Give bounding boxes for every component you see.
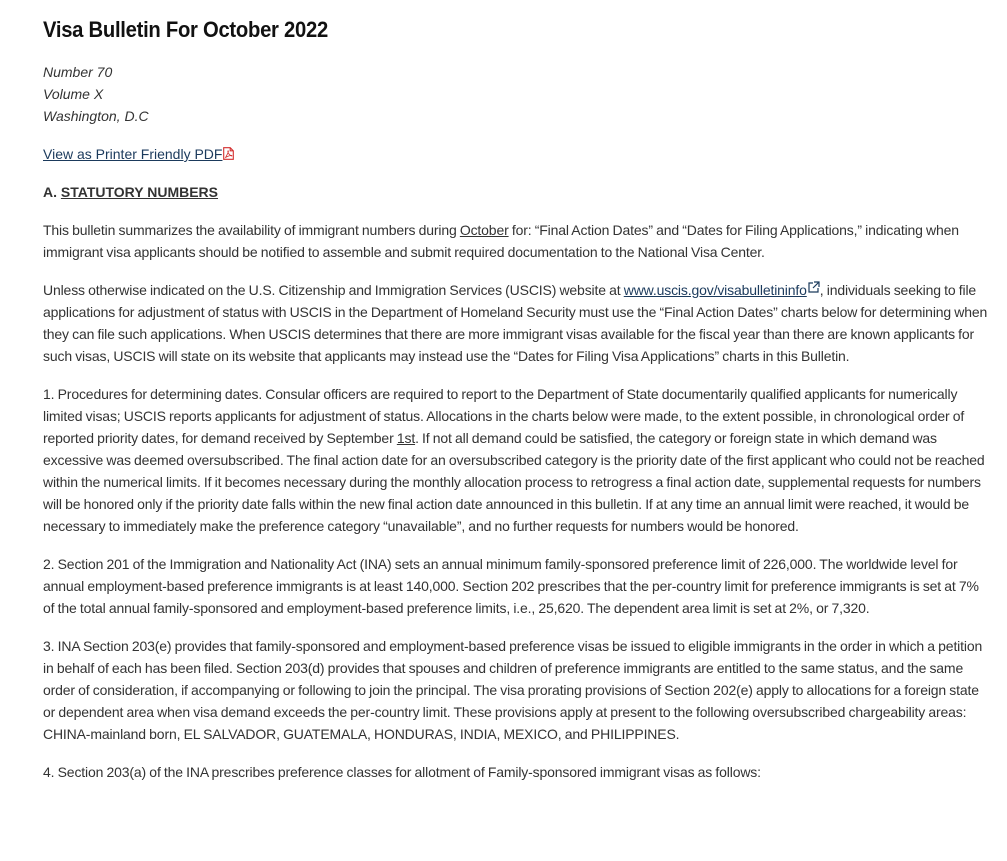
uscis-text-start: Unless otherwise indicated on the U.S. Citizenship and Immigration Services (USCIS) website at <box>43 282 624 298</box>
printer-friendly-pdf-link[interactable] <box>43 143 234 165</box>
paragraph-2-section-201: 2. Section 201 of the Immigration and Nationality Act (INA) sets an annual minimum family-sponsored preference limit of 226,000. The worldwide level for annual employment-based preference immigrants is at least 140,000. Section 202 prescribes that the per-country limit for preference immigrants is set at 7% of the total annual family-sponsored and employment-based preference limits, i.e., 25,620. The dependent area limit is set at 2%, or 7,320. <box>43 556 979 616</box>
pdf-file-icon <box>223 147 234 160</box>
intro-paragraph <box>43 219 993 263</box>
bulletin-content <box>43 14 993 783</box>
uscis-visabulletin-link[interactable] <box>624 282 820 298</box>
paragraph-1-text-end: . If not all demand could be satisfied, the category or foreign state in which demand was excessive was deemed oversubscribed. The final action date for an oversubscribed category is the priority date of the first applicant who could not be reached within the numerical limits. If it becomes necessary during the monthly allocation process to retrogress a final action date, supplemental requests for numbers will be honored only if the priority date falls within the new final action date announced in this bulletin. If at any time an annual limit were reached, it would be necessary to immediately make the preference category “unavailable”, and no further requests for numbers would be honored. <box>43 430 985 534</box>
intro-month: October <box>459 222 509 238</box>
paragraph-3-section-203e: 3. INA Section 203(e) provides that family-sponsored and employment-based preference visas be issued to eligible immigrants in the order in which a petition in behalf of each has been filed. Section 203(d) provides that spouses and children of preference immigrants are entitled to the same status, and the same order of consideration, if accompanying or following to join the principal. The visa prorating provisions of Section 202(e) apply to allocations for a foreign state or dependent area when visa demand exceeds the per-country limit. These provisions apply at present to the following oversubscribed chargeability areas: CHINA-mainland born, EL SALVADOR, GUATEMALA, HONDURAS, INDIA, MEXICO, and PHILIPPINES. <box>43 638 983 742</box>
section-a-title: STATUTORY NUMBERS <box>60 184 219 200</box>
section-a-prefix: A. <box>43 184 61 200</box>
uscis-paragraph <box>43 279 993 367</box>
paragraph-4-section-203a: 4. Section 203(a) of the INA prescribes preference classes for allotment of Family-sponsored immigrant visas as follows: <box>43 764 761 780</box>
external-link-icon <box>808 281 820 293</box>
bulletin-number: Number 70 <box>43 64 113 80</box>
uscis-link-label: www.uscis.gov/visabulletininfo <box>623 282 807 298</box>
paragraph-1-date: 1st <box>396 430 416 446</box>
uscis-text-end: , individuals seeking to file applications for adjustment of status with USCIS in the Department of Homeland Security must use the “Final Action Dates” charts below for determining when they can file such applications. When USCIS determines that there are more immigrant visas available for the fiscal year than there are known applicants for such visas, USCIS will state on its website that applicants may instead use the “Dates for Filing Visa Applications” charts in this Bulletin. <box>43 282 988 364</box>
bulletin-location: Washington, D.C <box>43 108 149 124</box>
intro-text-end: for: “Final Action Dates” and “Dates for Filing Applications,” indicating when immigrant visa applicants should be notified to assemble and submit required documentation to the National Visa Center. <box>43 222 959 260</box>
bulletin-meta <box>43 61 993 127</box>
paragraph-1-text-start: 1. Procedures for determining dates. Consular officers are required to report to the Department of State documentarily qualified applicants for numerically limited visas; USCIS reports applicants for adjustment of status. Allocations in the charts below were made, to the extent possible, in chronological order of reported priority dates, for demand received by September <box>43 386 965 446</box>
pdf-link-label: View as Printer Friendly PDF <box>43 146 223 162</box>
paragraph-1-procedures <box>43 383 993 537</box>
section-a-heading <box>43 181 993 203</box>
intro-text-start: This bulletin summarizes the availability of immigrant numbers during <box>43 222 460 238</box>
page-title: Visa Bulletin For October 2022 <box>43 17 328 42</box>
bulletin-volume: Volume X <box>43 86 104 102</box>
